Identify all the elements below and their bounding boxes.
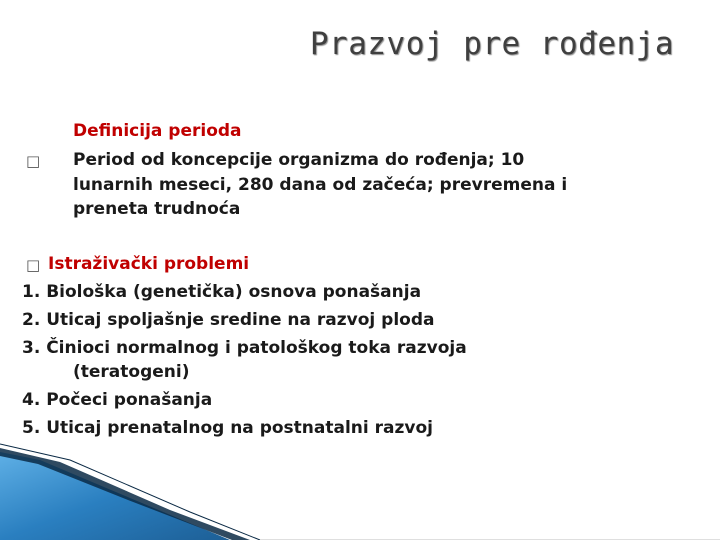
definition-line-1: Period od koncepcije organizma do rođenja; 10 [73, 150, 525, 170]
slide-title: Prazvoj pre rođenja [309, 26, 674, 62]
section-research-heading: Istraživački problemi [48, 254, 250, 274]
section-definition-heading: Definicija perioda [73, 121, 242, 141]
research-item-4: 4. Počeci ponašanja [22, 390, 213, 410]
bullet-square-icon: □ [26, 152, 41, 170]
definition-line-2: lunarnih meseci, 280 dana od začeća; prevremena i [73, 175, 568, 195]
research-item-2: 2. Uticaj spoljašnje sredine na razvoj ploda [22, 310, 435, 330]
research-item-3: 3. Činioci normalnog i patološkog toka razvoja [22, 338, 467, 358]
bullet-square-icon: □ [26, 256, 41, 274]
definition-line-3: preneta trudnoća [73, 199, 241, 219]
corner-decoration-graphic [0, 440, 720, 540]
research-item-5: 5. Uticaj prenatalnog na postnatalni razvoj [22, 418, 433, 438]
research-item-3-continuation: (teratogeni) [73, 362, 190, 382]
research-item-1: 1. Biološka (genetička) osnova ponašanja [22, 282, 422, 302]
